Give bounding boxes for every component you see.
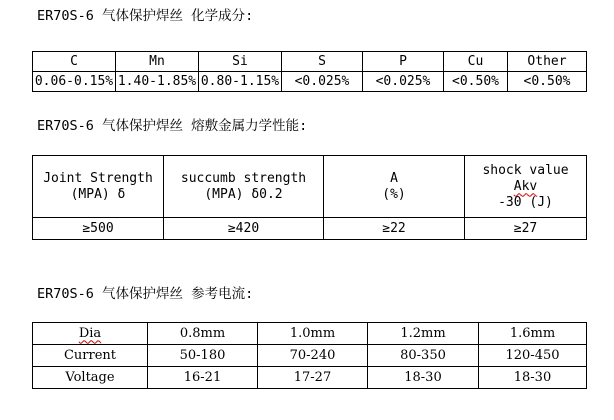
table-header-row bbox=[33, 156, 587, 218]
header-joint-strength: Joint Strength (MPA) δ bbox=[33, 156, 164, 218]
header-1-2mm: 1.2mm bbox=[368, 323, 479, 345]
akv-label: Akv bbox=[513, 178, 538, 194]
table-header-row bbox=[33, 52, 587, 72]
header-dia bbox=[33, 323, 148, 345]
value-elongation: ≥22 bbox=[324, 218, 465, 240]
value-joint-strength: ≥500 bbox=[33, 218, 164, 240]
table-header-row bbox=[33, 323, 587, 345]
value-succumb-strength: ≥420 bbox=[164, 218, 324, 240]
table-row bbox=[33, 72, 587, 92]
row-label-voltage: Voltage bbox=[33, 367, 148, 389]
table-row bbox=[33, 345, 587, 367]
value-c: 0.06-0.15% bbox=[33, 72, 116, 92]
current-0-8mm: 50-180 bbox=[148, 345, 258, 367]
header-1-6mm: 1.6mm bbox=[479, 323, 587, 345]
table-row bbox=[33, 218, 587, 240]
voltage-1-2mm: 18-30 bbox=[368, 367, 479, 389]
chemical-composition-table bbox=[32, 51, 587, 92]
value-si: 0.80-1.15% bbox=[199, 72, 282, 92]
current-1-2mm: 80-350 bbox=[368, 345, 479, 367]
reference-current-table bbox=[32, 322, 587, 389]
value-cu: <0.50% bbox=[444, 72, 508, 92]
value-s: <0.025% bbox=[282, 72, 363, 92]
shock-temperature-label: -30 (J) bbox=[498, 194, 553, 210]
voltage-1-0mm: 17-27 bbox=[258, 367, 368, 389]
header-other: Other bbox=[508, 52, 587, 72]
current-1-0mm: 70-240 bbox=[258, 345, 368, 367]
value-other: <0.50% bbox=[508, 72, 587, 92]
value-mn: 1.40-1.85% bbox=[116, 72, 199, 92]
table-row bbox=[33, 367, 587, 389]
dia-label: Dia bbox=[78, 325, 102, 341]
header-elongation: A (%) bbox=[324, 156, 465, 218]
header-cu: Cu bbox=[444, 52, 508, 72]
value-shock: ≥27 bbox=[465, 218, 587, 240]
header-c: C bbox=[33, 52, 116, 72]
header-1-0mm: 1.0mm bbox=[258, 323, 368, 345]
value-p: <0.025% bbox=[363, 72, 444, 92]
header-mn: Mn bbox=[116, 52, 199, 72]
header-0-8mm: 0.8mm bbox=[148, 323, 258, 345]
shock-value-label: shock value bbox=[482, 162, 569, 178]
header-succumb-strength: succumb strength (MPA) δ0.2 bbox=[164, 156, 324, 218]
header-s: S bbox=[282, 52, 363, 72]
header-si: Si bbox=[199, 52, 282, 72]
current-1-6mm: 120-450 bbox=[479, 345, 587, 367]
mechanical-properties-table bbox=[32, 155, 587, 240]
voltage-0-8mm: 16-21 bbox=[148, 367, 258, 389]
chemical-composition-title: ER70S-6 气体保护焊丝 化学成分: bbox=[37, 8, 254, 24]
header-shock-value bbox=[465, 156, 587, 218]
header-p: P bbox=[363, 52, 444, 72]
voltage-1-6mm: 18-30 bbox=[479, 367, 587, 389]
row-label-current: Current bbox=[33, 345, 148, 367]
mechanical-properties-title: ER70S-6 气体保护焊丝 熔敷金属力学性能: bbox=[37, 118, 308, 134]
reference-current-title: ER70S-6 气体保护焊丝 参考电流: bbox=[37, 286, 254, 302]
